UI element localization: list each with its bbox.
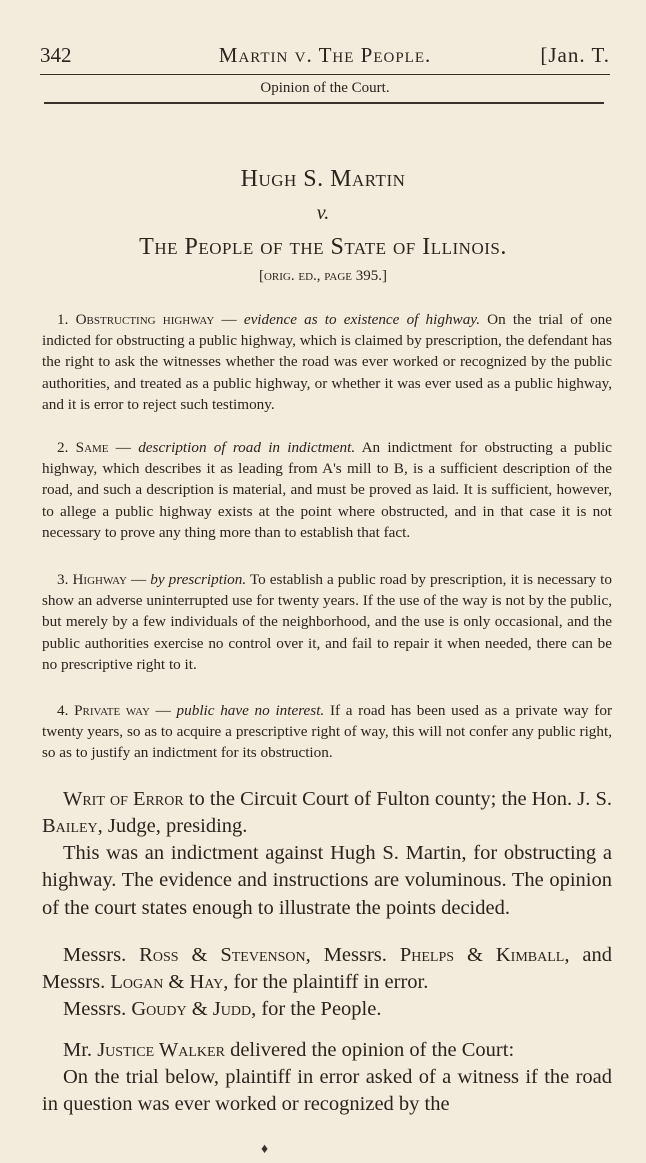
headnote-subtopic: description of road in indictment.	[138, 439, 356, 456]
counsel-text: , Messrs.	[305, 944, 400, 966]
headnote	[42, 700, 612, 764]
counsel-text: , and Messrs.	[42, 944, 612, 994]
counsel-firm: Goudy & Judd	[131, 998, 252, 1020]
counsel-text: Messrs.	[63, 998, 132, 1020]
page-number: 342	[40, 43, 72, 67]
justice-name: Justice Walker	[97, 1039, 225, 1061]
running-header	[40, 43, 610, 71]
headnote-subtopic: public have no interest.	[176, 702, 325, 719]
case-versus: v.	[316, 202, 330, 224]
counsel-firm: Logan & Hay	[110, 971, 224, 994]
headnote-number: 3.	[57, 571, 69, 588]
opinion-text: Mr.	[63, 1039, 98, 1061]
running-title: Martin v. The People.	[218, 43, 432, 67]
term-label: [Jan. T.	[540, 43, 610, 67]
headnote-text: If a road has been used as a private way for twenty years, so as to acquire a prescriptive right of way, this will not confer any public right, so as to justify an indictment for its obstruction.	[42, 702, 613, 762]
headnote-topic: Private way	[74, 702, 150, 719]
counsel-text: , for the plaintiff in error.	[223, 971, 429, 994]
headnote	[42, 437, 612, 543]
header-rule	[40, 74, 610, 75]
opinion-paragraph	[42, 1064, 612, 1119]
opinion-text: delivered the opinion of the Court:	[224, 1039, 515, 1061]
headnote	[42, 569, 612, 675]
case-citation: [orig. ed., page 395.]	[258, 268, 387, 284]
headnote-topic: Same	[75, 439, 109, 456]
counsel-plaintiff	[42, 942, 612, 997]
headnote-text: On the trial of one indicted for obstructing a public highway, which is claimed by prescription, the defendant has the right to ask the witnesses whether the road was ever worked or recognized by the public authorities, and treated as a public highway, or whether it was ever used as a public highway, and it is error to reject such testimony.	[42, 311, 612, 413]
headnote-topic: Highway	[72, 571, 127, 588]
headnote-dash: —	[214, 311, 244, 328]
header-thick-rule	[44, 102, 604, 104]
case-appellant: Hugh S. Martin	[240, 166, 406, 192]
headnote-dash: —	[127, 571, 151, 588]
headnote-text: To establish a public road by prescription, it is necessary to show an adverse uninterrupted use for twenty years. If the use of the way is not by the public, but merely by a few individuals of the neighborhood, and the use is only occasional, and the public authorities exercise no control over it, and fail to repair it when needed, there can be no prescriptive right to it.	[42, 571, 612, 673]
headnote-subtopic: by prescription.	[150, 571, 247, 588]
headnote-dash: —	[108, 439, 139, 456]
writ-text-end: , Judge, presiding.	[97, 815, 248, 838]
headnote	[42, 309, 612, 415]
case-intro-text: This was an indictment against Hugh S. Martin, for obstructing a highway. The evidence and instructions are voluminous. The opinion of the court states enough to illustrate the points decided.	[42, 842, 612, 919]
counsel-text: , for the People.	[251, 998, 382, 1020]
headnote-number: 4.	[57, 702, 69, 719]
case-intro-paragraph	[42, 840, 612, 922]
opinion-start-text: On the trial below, plaintiff in error asked of a witness if the road in question was ever worked or recognized by the	[42, 1066, 612, 1116]
headnote-dash: —	[149, 702, 177, 719]
section-subheading: Opinion of the Court.	[260, 80, 390, 96]
counsel-defendant	[42, 996, 612, 1023]
case-appellee: The People of the State of Illinois.	[139, 234, 507, 260]
writ-paragraph	[42, 786, 612, 841]
counsel-firm: Ross & Stevenson	[139, 944, 306, 966]
writ-text: to the Circuit Court of Fulton county; the Hon. J. S.	[183, 788, 612, 810]
counsel-text: Messrs.	[63, 944, 140, 966]
judge-name: Bailey	[42, 815, 98, 838]
headnote-number: 1.	[57, 311, 69, 328]
footer-ornament: ♦	[261, 1142, 269, 1157]
counsel-firm: Phelps & Kimball	[399, 944, 565, 966]
headnote-subtopic: evidence as to existence of highway.	[243, 311, 480, 328]
headnote-number: 2.	[57, 439, 69, 456]
opinion-attribution	[42, 1037, 612, 1064]
headnote-text: An indictment for obstructing a public highway, which describes it as leading from A's mill to B, is a sufficient description of the road, and such a description is material, and must be proved as laid. It is sufficient, however, to allege a public highway exists at the point where obstructed, and in that case it is not necessary to prove any thing more than to establish that fact.	[42, 439, 613, 541]
headnote-topic: Obstructing highway	[75, 311, 215, 328]
writ-of-error: Writ of Error	[63, 788, 184, 810]
